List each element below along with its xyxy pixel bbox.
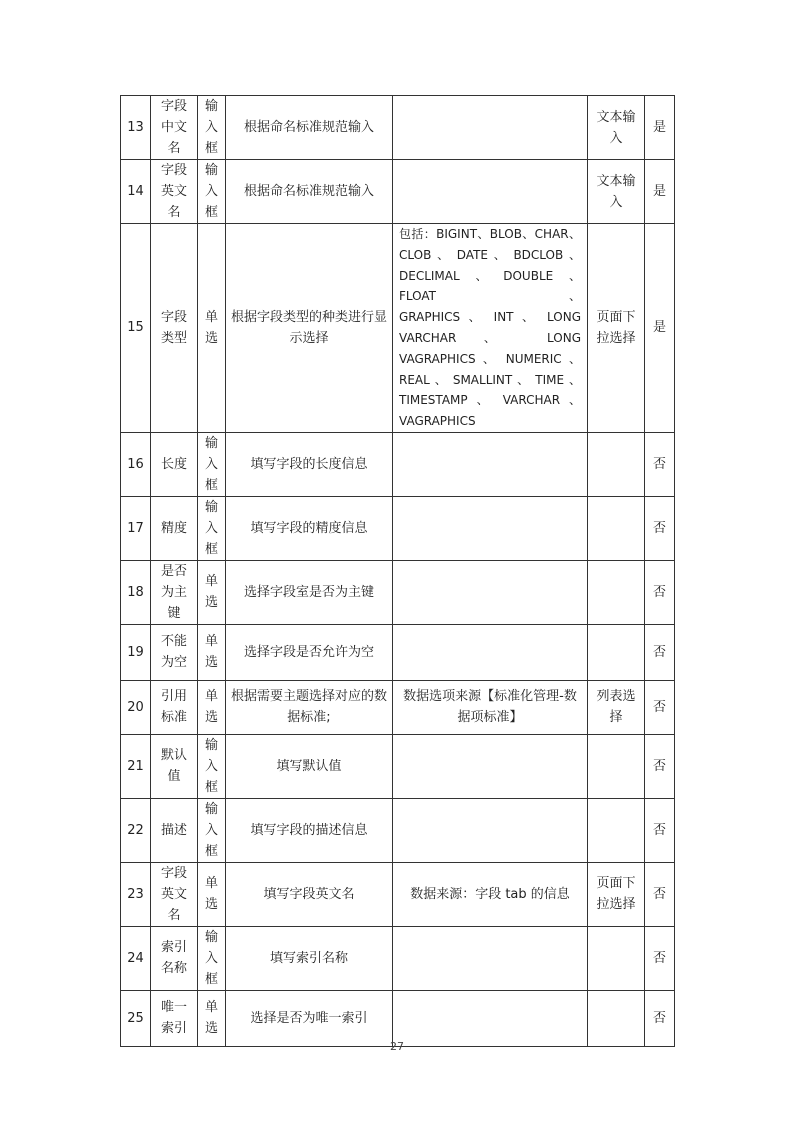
- field-description: 根据命名标准规范输入: [226, 96, 393, 160]
- field-name: 字段中文名: [151, 96, 198, 160]
- control-type: 输入框: [198, 96, 226, 160]
- table-row: [121, 926, 675, 990]
- field-note: [393, 160, 588, 224]
- table-row: [121, 624, 675, 680]
- control-type: 单选: [198, 560, 226, 624]
- field-description: 填写索引名称: [226, 926, 393, 990]
- row-number: 18: [121, 560, 151, 624]
- required-flag: 否: [645, 624, 675, 680]
- field-note: [393, 624, 588, 680]
- field-note: [393, 96, 588, 160]
- note-line: TIMESTAMP 、 VARCHAR 、: [399, 393, 581, 408]
- row-number: 16: [121, 432, 151, 496]
- field-note: [393, 496, 588, 560]
- control-type: 输入框: [198, 734, 226, 798]
- input-method: [588, 926, 645, 990]
- row-number: 17: [121, 496, 151, 560]
- table-row: [121, 560, 675, 624]
- row-number: 22: [121, 798, 151, 862]
- field-description: 根据字段类型的种类进行显示选择: [226, 224, 393, 433]
- required-flag: 否: [645, 432, 675, 496]
- control-type: 单选: [198, 224, 226, 433]
- field-note: [393, 560, 588, 624]
- note-line: VAGRAPHICS: [399, 414, 476, 429]
- field-note: [393, 798, 588, 862]
- field-spec-table: [120, 95, 675, 1047]
- note-line: VAGRAPHICS 、 NUMERIC 、: [399, 351, 581, 366]
- control-type: 输入框: [198, 432, 226, 496]
- input-method: [588, 798, 645, 862]
- required-flag: 是: [645, 160, 675, 224]
- field-note: [393, 990, 588, 1046]
- input-method: 页面下拉选择: [588, 862, 645, 926]
- field-description: 填写字段的精度信息: [226, 496, 393, 560]
- row-number: 14: [121, 160, 151, 224]
- field-name: 默认值: [151, 734, 198, 798]
- table-row: [121, 96, 675, 160]
- table-row: [121, 432, 675, 496]
- input-method: 文本输入: [588, 160, 645, 224]
- field-note: [393, 926, 588, 990]
- field-name: 长度: [151, 432, 198, 496]
- input-method: [588, 990, 645, 1046]
- required-flag: 否: [645, 560, 675, 624]
- field-name: 引用标准: [151, 680, 198, 734]
- field-description: 选择字段室是否为主键: [226, 560, 393, 624]
- row-number: 23: [121, 862, 151, 926]
- control-type: 单选: [198, 624, 226, 680]
- field-description: 根据命名标准规范输入: [226, 160, 393, 224]
- table-row: [121, 160, 675, 224]
- required-flag: 否: [645, 862, 675, 926]
- control-type: 输入框: [198, 926, 226, 990]
- field-note: 数据来源：字段 tab 的信息: [393, 862, 588, 926]
- row-number: 15: [121, 224, 151, 433]
- field-description: 填写字段的长度信息: [226, 432, 393, 496]
- input-method: [588, 624, 645, 680]
- control-type: 单选: [198, 862, 226, 926]
- row-number: 24: [121, 926, 151, 990]
- row-number: 13: [121, 96, 151, 160]
- field-name: 索引名称: [151, 926, 198, 990]
- required-flag: 否: [645, 680, 675, 734]
- required-flag: 否: [645, 926, 675, 990]
- table-row: [121, 224, 675, 433]
- input-method: [588, 560, 645, 624]
- table-row: [121, 680, 675, 734]
- field-name: 唯一索引: [151, 990, 198, 1046]
- input-method: [588, 432, 645, 496]
- field-note: 数据选项来源【标准化管理-数据项标准】: [393, 680, 588, 734]
- note-line: VARCHAR 、 LONG: [399, 330, 581, 345]
- input-method: 页面下拉选择: [588, 224, 645, 433]
- input-method: [588, 734, 645, 798]
- row-number: 20: [121, 680, 151, 734]
- field-description: 选择是否为唯一索引: [226, 990, 393, 1046]
- table-row: [121, 862, 675, 926]
- input-method: 列表选择: [588, 680, 645, 734]
- required-flag: 否: [645, 734, 675, 798]
- required-flag: 是: [645, 96, 675, 160]
- control-type: 输入框: [198, 160, 226, 224]
- field-description: 填写字段的描述信息: [226, 798, 393, 862]
- field-name: 字段英文名: [151, 160, 198, 224]
- field-name: 不能为空: [151, 624, 198, 680]
- field-note: [393, 224, 588, 433]
- note-line: REAL 、 SMALLINT 、 TIME 、: [399, 372, 581, 387]
- input-method: 文本输入: [588, 96, 645, 160]
- required-flag: 是: [645, 224, 675, 433]
- control-type: 单选: [198, 680, 226, 734]
- table-row: [121, 990, 675, 1046]
- note-line: 包括：BIGINT、BLOB、CHAR、: [399, 227, 581, 241]
- note-line: CLOB 、 DATE 、 BDCLOB 、: [399, 247, 581, 262]
- page-number: 27: [390, 1040, 404, 1053]
- field-note: [393, 432, 588, 496]
- field-name: 描述: [151, 798, 198, 862]
- control-type: 输入框: [198, 798, 226, 862]
- field-name: 是否为主键: [151, 560, 198, 624]
- row-number: 21: [121, 734, 151, 798]
- control-type: 输入框: [198, 496, 226, 560]
- table-row: [121, 496, 675, 560]
- field-description: 根据需要主题选择对应的数据标准;: [226, 680, 393, 734]
- required-flag: 否: [645, 496, 675, 560]
- table-row: [121, 798, 675, 862]
- field-name: 字段类型: [151, 224, 198, 433]
- row-number: 19: [121, 624, 151, 680]
- field-name: 精度: [151, 496, 198, 560]
- row-number: 25: [121, 990, 151, 1046]
- note-line: GRAPHICS 、 INT 、 LONG: [399, 310, 581, 325]
- required-flag: 否: [645, 990, 675, 1046]
- field-description: 填写字段英文名: [226, 862, 393, 926]
- field-description: 填写默认值: [226, 734, 393, 798]
- control-type: 单选: [198, 990, 226, 1046]
- field-note: [393, 734, 588, 798]
- field-name: 字段英文名: [151, 862, 198, 926]
- field-description: 选择字段是否允许为空: [226, 624, 393, 680]
- table-row: [121, 734, 675, 798]
- note-line: DECLIMAL、DOUBLE、FLOAT、: [399, 268, 581, 304]
- input-method: [588, 496, 645, 560]
- required-flag: 否: [645, 798, 675, 862]
